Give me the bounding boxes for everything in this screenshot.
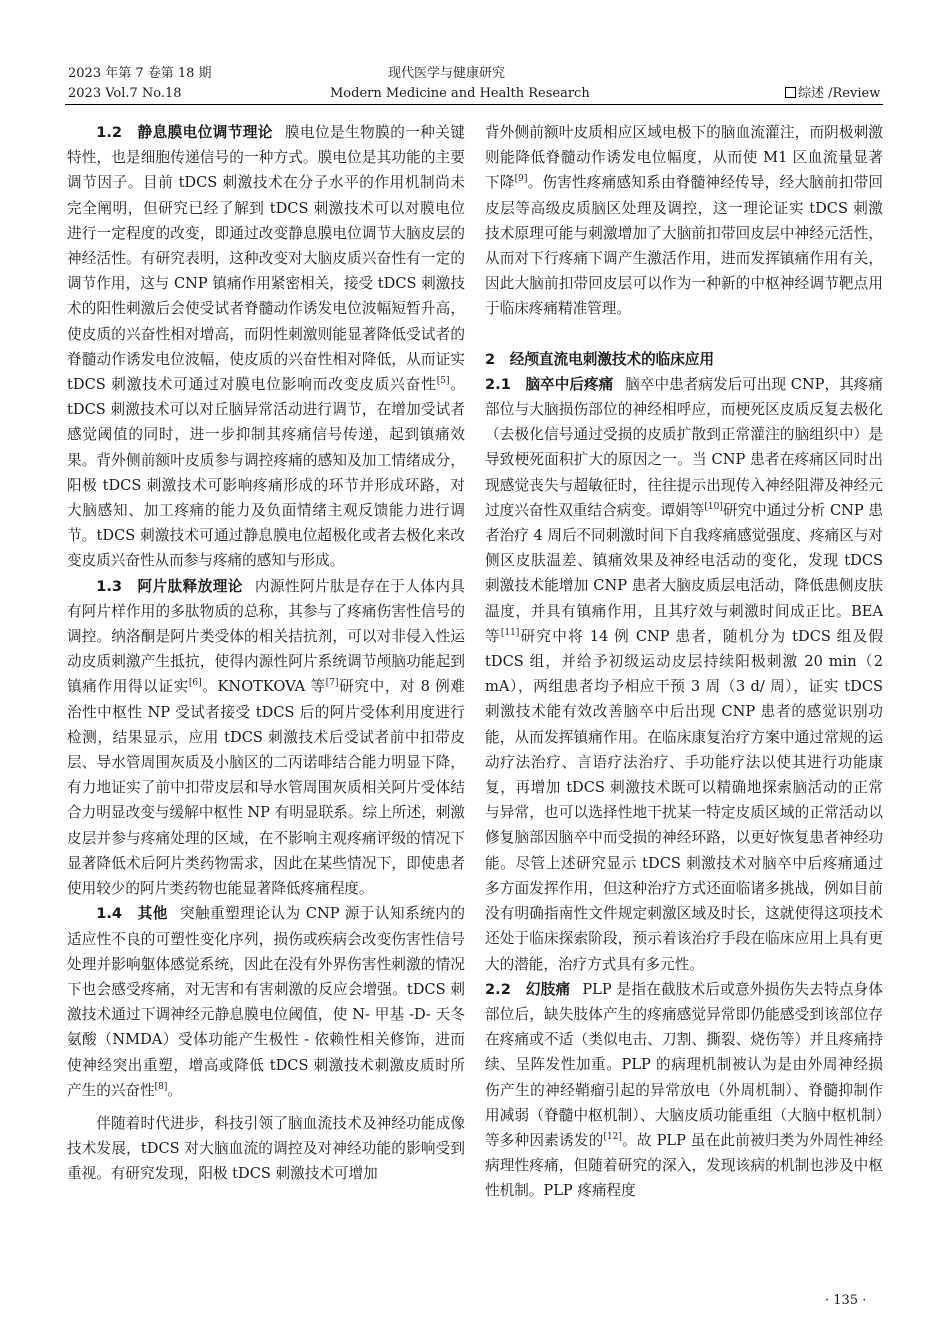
- section-label: 综述 /Review: [785, 86, 880, 102]
- section-2-heading: 2 经颅直流电刺激技术的临床应用: [485, 350, 715, 368]
- citation: [9]: [514, 174, 528, 185]
- section-2-1: 2.1 脑卒中后疼痛 脑卒中患者病发后可出现 CNP，其疼痛部位与大脑损伤部位的神经相呼应，而梗死区皮质反复去极化（去极化信号通过受损的皮质扩散到正常灌注的脑组织中）是导致梗死面积扩大的原因之一。当 CNP 患者在疼痛区同时出现感觉丧失与超敏征时，往往提示出现传入神经阻滞及神经元过度兴奋性双重结合病变。谭娟等[10]研究中通过分析 CNP 患者治疗 4 周后不同刺激时间下自我疼痛感觉强度、疼痛区与对侧区皮肤温差、镇痛效果及神经电活动的变化，发现 tDCS 刺激技术能增加 CNP 患者大脑皮质层电活动，降低患侧皮肤温度，并具有镇痛作用，且其疗效与刺激时间成正比。BEA 等[11]研究中将 14 例 CNP 患者，随机分为 tDCS 组及假 tDCS 组，并给予初级运动皮层持续阳极刺激 20 min（2 mA），两组患者均予相应干预 3 周（3 d/ 周），证实 tDCS 刺激技术能有效改善脑卒中后出现 CNP 患者的感觉识别功能，从而发挥镇痛作用。在临床康复治疗方案中通过常规的运动疗法治疗、言语疗法治疗、手功能疗法以使其进行功能康复，再增加 tDCS 刺激技术既可以精确地探索脑活动的正常与异常，也可以选择性地干扰某一特定皮质区域的正常活动以修复脑部因脑卒中而受损的神经环路，以更好恢复患者神经功能。尽管上述研究显示 tDCS 刺激技术对脑卒中后疼痛通过多方面发挥作用，但这种治疗方式还面临诸多挑战，例如目前没有明确指南性文件规定刺激区域及时长，这就使得这项技术还处于临床探索阶段，预示着该治疗手段在临床应用上具有更大的潜能，治疗方式具有多元性。: [485, 375, 884, 973]
- section-1-2-heading: 1.2 静息膜电位调节理论: [96, 124, 273, 141]
- journal-title-en: Modern Medicine and Health Research: [330, 86, 590, 101]
- section-1-2: 1.2 静息膜电位调节理论 膜电位是生物膜的一种关键特性，也是细胞传递信号的一种方式。膜电位是其功能的主要调节因子。目前 tDCS 刺激技术在分子水平的作用机制尚未完全阐明，但研究已经了解到 tDCS 刺激技术可以对膜电位进行一定程度的改变，即通过改变静息膜电位调节大脑皮层的神经活性。有研究表明，这种改变对大脑皮质兴奋性有一定的调节作用，这与 CNP 镇痛作用紧密相关，接受 tDCS 刺激技术的阳性刺激后会使受试者脊髓动作诱发电位波幅短暂升高，使皮质的兴奋性相对增高，而阴性刺激则能显著降低受试者的脊髓动作诱发电位波幅，使皮质的兴奋性相对降低，从而证实 tDCS 刺激技术可通过对膜电位影响而改变皮质兴奋性[5]。tDCS 刺激技术可以对丘脑异常活动进行调节，在增加受试者感觉阈值的同时，进一步抑制其疼痛信号传递，起到镇痛效果。背外侧前额叶皮质参与调控疼痛的感知及加工情绪成分，阳极 tDCS 刺激技术可影响疼痛形成的环节并形成环路，对大脑感知、加工疼痛的能力及负面情绪主观反馈能力进行调节。tDCS 刺激技术可通过静息膜电位超极化或者去极化来改变皮质兴奋性从而参与疼痛的感知与形成。: [67, 124, 465, 570]
- paragraph-continued: 背外侧前额叶皮质相应区域电极下的脑血流灌注，而阴极刺激则能降低脊髓动作诱发电位幅度，从而使 M1 区血流量显著下降[9]。伤害性疼痛感知系由脊髓神经传导，经大脑前扣带回皮层等高级皮质脑区处理及调控，这一理论证实 tDCS 刺激技术原理可能与刺激增加了大脑前扣带回皮层中神经元活性，从而对下行疼痛下调产生激活作用，进而发挥镇痛作用有关，因此大脑前扣带回皮层可以作为一种新的中枢神经调节靶点用于临床疼痛精准管理。: [485, 124, 883, 318]
- paragraph: 伴随着时代进步，科技引领了脑血流技术及神经功能成像技术发展，tDCS 对大脑血流的调控及对神经功能的影响受到重视。有研究发现，阳极 tDCS 刺激技术可增加: [67, 1114, 465, 1183]
- citation: [5]: [436, 376, 450, 387]
- section-2-2-heading: 2.2 幻肢痛: [485, 980, 571, 998]
- citation: [10]: [704, 501, 723, 512]
- checkbox-square-icon: [785, 87, 796, 98]
- section-1-3-heading: 1.3 阿片肽释放理论: [96, 577, 243, 595]
- section-1-4-heading: 1.4 其他: [96, 905, 168, 923]
- citation: [7]: [325, 678, 339, 689]
- right-column: [485, 120, 883, 1204]
- section-2-1-heading: 2.1 脑卒中后疼痛: [485, 375, 614, 393]
- issue-en: 2023 Vol.7 No.18: [68, 86, 182, 101]
- issue-cn: 2023 年第 7 卷第 18 期: [68, 66, 212, 81]
- citation: [6]: [188, 678, 202, 689]
- citation: [8]: [154, 1081, 168, 1092]
- header-rule: [65, 104, 883, 105]
- left-column: [67, 120, 465, 1187]
- section-2-2: 2.2 幻肢痛 PLP 是指在截肢术后或意外损伤失去特点身体部位后，缺失肢体产生的疼痛感觉异常即仍能感受到该部位存在疼痛或不适（类似电击、刀割、撕裂、烧伤等）并且疼痛持续、呈阵发性加重。PLP 的病理机制被认为是由外周神经损伤产生的神经鞘瘤引起的异常放电（外周机制）、脊髓抑制作用减弱（脊髓中枢机制）、大脑皮质功能重组（大脑中枢机制）等多种因素诱发的[12]。故 PLP 虽在此前被归类为外周性神经病理性疼痛，但随着研究的深入，发现该病的机制也涉及中枢性机制。PLP 疼痛程度: [485, 980, 883, 1200]
- citation: [11]: [500, 628, 520, 638]
- section-1-3: 1.3 阿片肽释放理论 内源性阿片肽是存在于人体内具有阿片样作用的多肽物质的总称，其参与了疼痛伤害性信号的调控。纳洛酮是阿片类受体的相关拮抗剂，可以对非侵入性运动皮质刺激产生抵抗，使得内源性阿片系统调节颅脑功能起到镇痛作用得以证实[6]。KNOTKOVA 等[7]研究中，对 8 例难治性中枢性 NP 受试者接受 tDCS 后的阿片受体利用度进行检测，结果显示，应用 tDCS 刺激技术后受试者前中扣带皮层、导水管周围灰质及小脑区的二丙诺啡结合能力明显下降，有力地证实了前中扣带皮层和导水管周围灰质相关阿片受体结合力明显改变与缓解中枢性 NP 有明显联系。综上所述，刺激皮层并参与疼痛处理的区域，在不影响主观疼痛评级的情况下显著降低术后阿片类药物需求，因此在某些情况下，即使患者使用较少的阿片类药物也能显著降低疼痛程度。: [67, 577, 465, 898]
- journal-title-cn: 现代医学与健康研究: [388, 66, 506, 81]
- section-1-4: 1.4 其他 突触重塑理论认为 CNP 源于认知系统内的适应性不良的可塑性变化序列，损伤或疾病会改变伤害性信号处理并影响躯体感觉系统，因此在没有外界伤害性刺激的情况下也会感受疼痛，对无害和有害刺激的反应会增强。tDCS 刺激技术通过下调神经元静息膜电位阈值，使 N- 甲基 -D- 天冬氨酸（NMDA）受体功能产生极性 - 依赖性相关修饰，进而使神经突出重塑，增高或降低 tDCS 刺激技术刺激皮质时所产生的兴奋性[8]。: [67, 905, 465, 1099]
- page-number: · 135 ·: [825, 1293, 867, 1308]
- citation: [12]: [603, 1132, 622, 1143]
